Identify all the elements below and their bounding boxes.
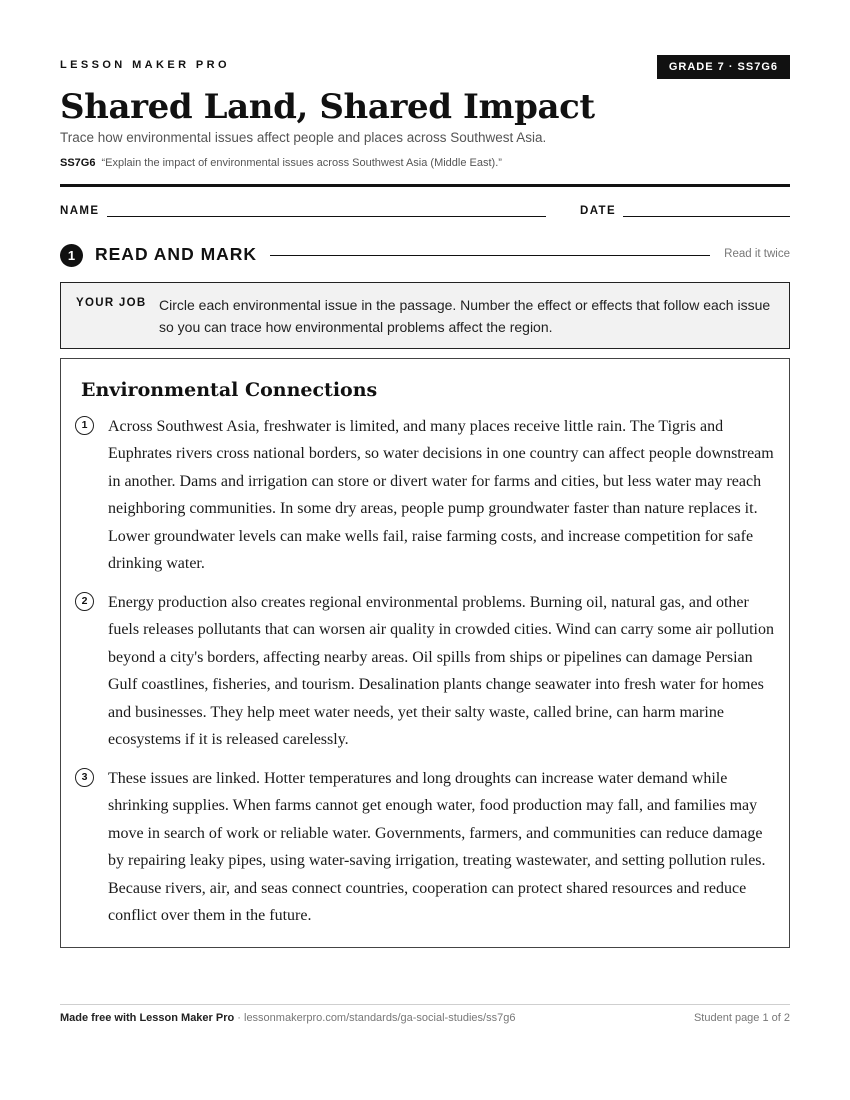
section-title: READ AND MARK: [95, 244, 258, 264]
paragraph-2: [75, 589, 775, 753]
footer-page-number: Student page 1 of 2: [693, 1012, 790, 1024]
your-job-label: YOUR JOB: [76, 297, 147, 309]
paragraph-number-1: 1: [75, 416, 94, 435]
paragraph-1: [75, 413, 775, 577]
paragraph-text-2[interactable]: Energy production also creates regional environmental problems. Burning oil, natural gas, and other fuels releases pollutants that can worsen air quality in crowded cities. Wind can carry some air pollution beyond a city's borders, affecting nearby areas. Oil spills from ships or pipelines can damage Persian Gulf coastlines, fisheries, and tourism. Desalination plants change seawater into fresh water for homes and businesses. They help meet water needs, yet their salty waste, called brine, can harm marine ecosystems if it is released carelessly.: [108, 594, 774, 749]
section-number-badge: 1: [60, 244, 83, 267]
name-field[interactable]: [107, 216, 546, 217]
footer-separator: ·: [234, 1012, 244, 1024]
paragraph-number-3: 3: [75, 768, 94, 787]
paragraph-3: [75, 765, 775, 929]
your-job-box: [60, 282, 790, 349]
top-bar: [60, 55, 790, 79]
brand-name: LESSON MAKER PRO: [60, 59, 230, 71]
worksheet-page: [60, 0, 790, 1100]
name-label: NAME: [60, 205, 100, 217]
paragraph-number-2: 2: [75, 592, 94, 611]
standard-line: [60, 157, 502, 169]
page-subtitle: Trace how environmental issues affect people and places across Southwest Asia.: [60, 130, 547, 145]
header-divider: [60, 184, 790, 187]
footer-divider: [60, 1004, 790, 1005]
section-hint: Read it twice: [724, 248, 790, 260]
your-job-text: Circle each environmental issue in the passage. Number the effect or effects that follow each issue so you can trace how environmental problems affect the region.: [159, 297, 771, 335]
standard-text: “Explain the impact of environmental issues across Southwest Asia (Middle East).”: [101, 157, 502, 169]
footer-url[interactable]: lessonmakerpro.com/standards/ga-social-studies/ss7g6: [244, 1012, 516, 1024]
page-title: Shared Land, Shared Impact: [60, 87, 595, 127]
passage-box: [60, 358, 790, 948]
paragraph-text-1[interactable]: Across Southwest Asia, freshwater is limited, and many places receive little rain. The Tigris and Euphrates rivers cross national borders, so water decisions in one country can affect people downstream in another. Dams and irrigation can store or divert water for farms and cities, but less water may reach neighboring communities. In some dry areas, people pump groundwater faster than nature replaces it. Lower groundwater levels can make wells fail, raise farming costs, and increase competition for safe drinking water.: [108, 418, 774, 573]
footer-made: Made free with Lesson Maker Pro: [60, 1012, 235, 1024]
paragraph-text-3[interactable]: These issues are linked. Hotter temperatures and long droughts can increase water demand while shrinking supplies. When farms cannot get enough water, food production may fall, and families may move in search of work or reliable water. Governments, farmers, and communities can reduce damage by repairing leaky pipes, using water-saving irrigation, treating wastewater, and setting pollution rules. Because rivers, air, and seas connect countries, cooperation can protect shared resources and reduce conflict over them in the future.: [108, 770, 766, 925]
date-label: DATE: [580, 205, 617, 217]
date-field[interactable]: [623, 216, 790, 217]
section-rule: [270, 255, 710, 256]
grade-badge: GRADE 7 · SS7G6: [657, 55, 790, 79]
section-1-header: [60, 243, 790, 267]
standard-code: SS7G6: [60, 157, 96, 169]
footer-credit: [60, 1012, 515, 1024]
name-date-row: [60, 204, 790, 220]
passage-title: Environmental Connections: [81, 379, 378, 401]
